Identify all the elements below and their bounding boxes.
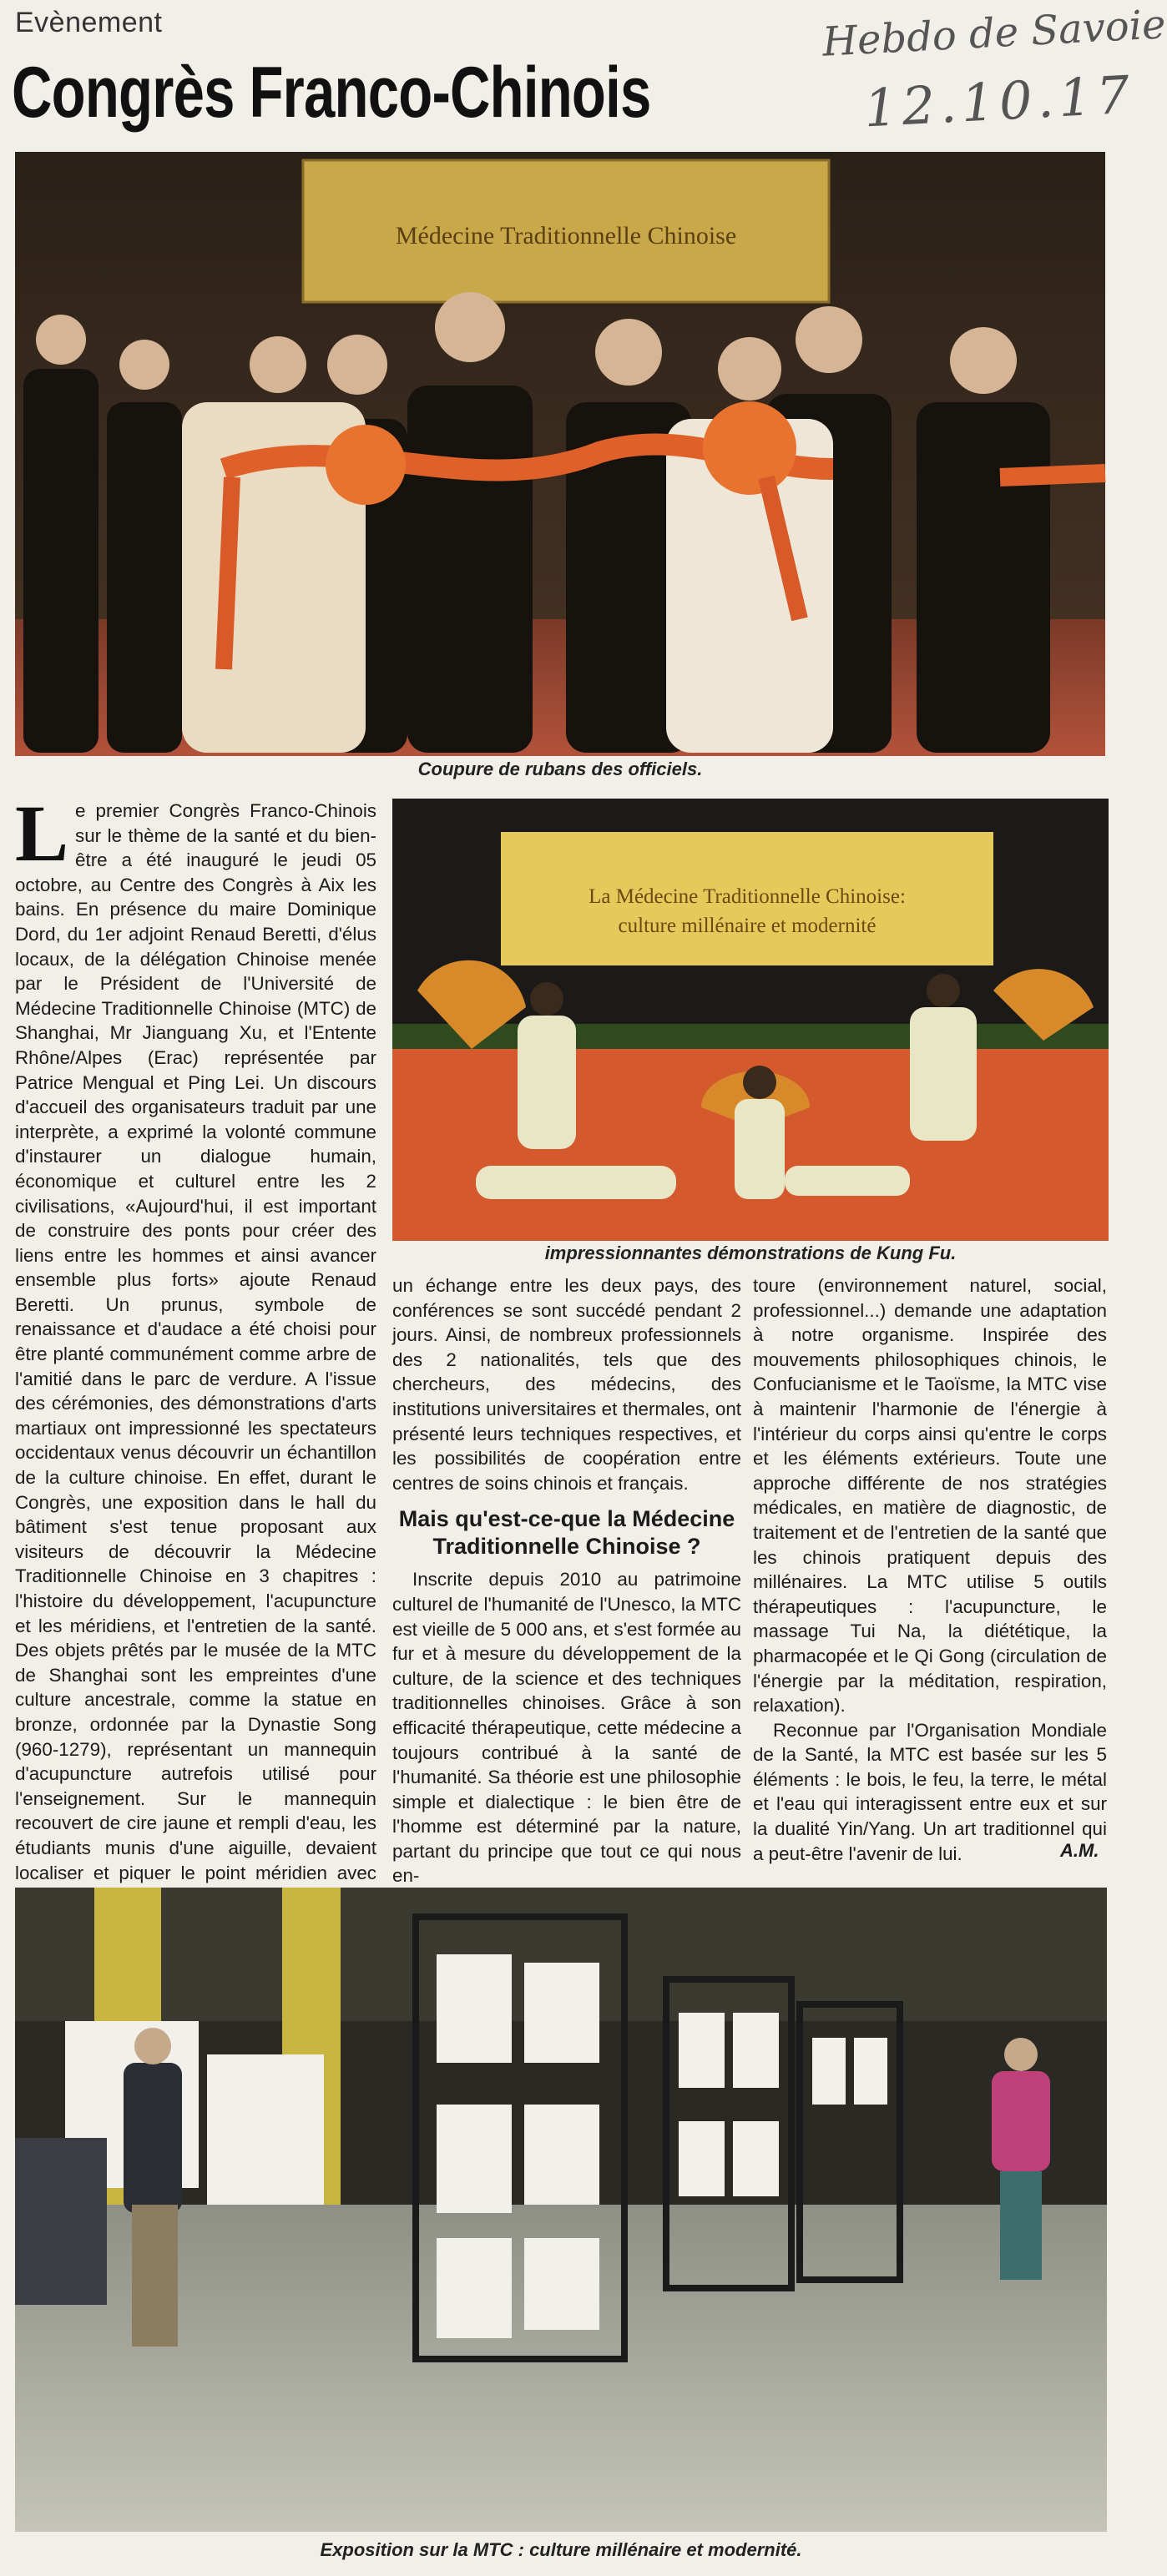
article-paragraph-2: un échange entre les deux pays, des conférences se sont succédé pendant 2 jours. Ainsi, de nombreux professionnels des 2 nationalités, tels que des chercheurs, des médecins, des institutions universitaires et thermales, ont présenté leurs techniques respectives, et les possibilités de coopération entre centres de soins chinois et français. xyxy=(392,1275,741,1494)
kungfu-banner-line-1: La Médecine Traditionnelle Chinoise: xyxy=(589,885,906,908)
ribbon-banner-text: Médecine Traditionnelle Chinoise xyxy=(395,222,737,250)
author-signature: A.M. xyxy=(1060,1840,1099,1861)
article-paragraph-1: e premier Congrès Franco-Chinois sur le thème de la santé et du bien-être a été inauguré le jeudi 05 octobre, au Centre des Congrès à Aix les bains. En présence du maire Dominique Dord, du 1er adjoint Renaud Beretti, d'élus locaux, de la délégation Chinoise menée par le Président de l'Université de Médecine Traditionnelle Chinoise (MTC) de Shanghai, Mr Jianguang Xu, et l'Entente Rhône/Alpes (Erac) représentée par Patrice Mengual et Ping Lei. Un discours d'accueil des organisateurs traduit par une interprète, a exprimé la volonté commune d'instaurer un dialogue humain, économique et culturel entre les 2 civilisations, «Aujourd'hui, il est important de construire des ponts pour créer des liens entre les hommes et ainsi avancer ensemble plus forts» ajoute Renaud Beretti. Un prunus, symbole de renaissance et d'audace a été choisi pour être planté communément comme arbre de l'amitié dans le parc de verdure. A l'issue des cérémonies, des démonstrations d'arts martiaux ont impressionné les spectateurs occidentaux venus découvrir un échantillon de la culture chinoise. En effet, durant le Congrès, une exposition dans le hall du bâtiment s'est tenue proposant aux visiteurs de découvrir la Médecine Traditionnelle Chinoise en 3 chapitres : l'histoire du développement, l'acupuncture et les méridiens, et l'entretien de la santé. Des objets prêtés par le musée de la MTC de Shanghai sont les empreintes d'une culture ancestrale, comme la statue en bronze, ordonnée par la Dynastie Song (960-1279), représentant un mannequin d'acupuncture autrefois utilisé pour l'enseignement. Sur le mannequin recouvert de cire jaune et rempli d'eau, les étudiants munis d'une aiguille, devaient localiser et piquer le point méridien avec xyxy=(15,800,376,1883)
article-paragraph-5: Reconnue par l'Organisation Mondiale de la Santé, la MTC est basée sur les 5 éléments : le bois, le feu, la terre, le métal et l'eau qui interagissent entre eux et sur la dualité Yin/Yang. Un art traditionnel qui a peut-être l'avenir de lui. xyxy=(753,1719,1107,1864)
article-subheading: Mais qu'est-ce-que la Médecine Traditionnelle Chinoise ? xyxy=(398,1506,735,1560)
article-column-2 xyxy=(392,1273,741,1887)
article-column-3 xyxy=(753,1273,1107,1864)
ribbon-cutting-photo xyxy=(15,152,1105,756)
drop-cap: L xyxy=(15,789,69,878)
article-paragraph-3: Inscrite depuis 2010 au patrimoine culturel de l'humanité de l'Unesco, la MTC est vieille de 5 000 ans, et s'est formée au fur et à mesure du développement de la culture, de la science et des techniques traditionnelles chinoises. Grâce à son efficacité thérapeutique, cette médecine a toujours contribué à la santé de l'humanité. Sa théorie est une philosophie simple et dialectique : le bien être de l'homme est déterminé par la nature, partant du principe que tout ce qui nous en- xyxy=(392,1569,741,1887)
kungfu-banner-line-2: culture millénaire et modernité xyxy=(618,915,877,937)
exhibition-photo xyxy=(15,1888,1107,2532)
ribbon-photo-caption: Coupure de rubans des officiels. xyxy=(417,759,703,779)
exhibition-photo-caption: Exposition sur la MTC : culture millénaire et modernité. xyxy=(320,2539,802,2560)
kungfu-photo-caption: impressionnantes démonstrations de Kung Fu. xyxy=(544,1243,957,1263)
handwritten-date-note: 12.10.17 xyxy=(862,63,1136,139)
kungfu-demo-photo xyxy=(392,799,1109,1241)
section-rubric: Evènement xyxy=(15,7,163,38)
page-title: Congrès Franco-Chinois xyxy=(12,53,651,133)
article-paragraph-4: toure (environnement naturel, social, professionnel...) demande une adaptation à notre organisme. Inspirée des mouvements philosophiques chinois, le Confucianisme et le Taoïsme, la MTC vise à maintenir l'harmonie de l'énergie à l'intérieur du corps ainsi qu'entre le corps et les éléments extérieurs. Toute une approche différente de nos stratégies médicales, en matière de diagnostic, de traitement et de l'entretien de la santé que les chinois pratiquent depuis des millénaires. La MTC utilise 5 outils thérapeutiques : l'acupuncture, le massage Tui Na, la diététique, la pharmacopée et le Qi Gong (circulation de l'énergie par la méditation, respiration, relaxation). xyxy=(753,1275,1107,1716)
handwritten-source-note: Hebdo de Savoie xyxy=(821,1,1167,66)
article-column-1 xyxy=(15,789,376,1883)
